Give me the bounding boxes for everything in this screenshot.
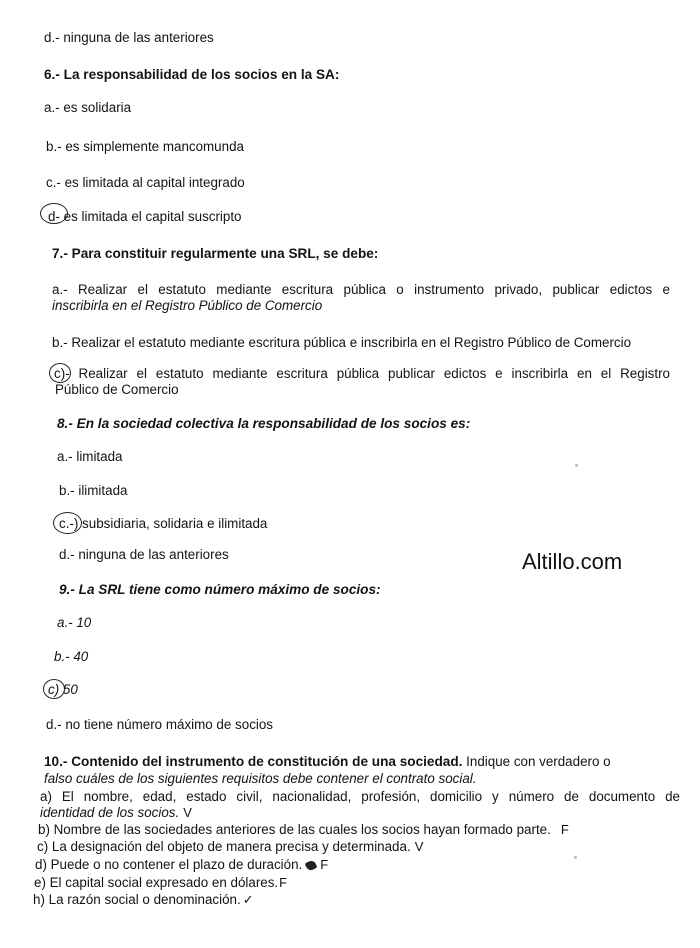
answer-mark: ✓ (242, 892, 254, 907)
q6-option-c: c.- es limitada al capital integrado (46, 175, 245, 190)
q6-option-d: d- es limitada el capital suscripto (48, 209, 242, 224)
q9-title: 9.- La SRL tiene como número máximo de socios: (59, 582, 381, 597)
q10-item-e: e) El capital social expresado en dólares.F (34, 875, 288, 890)
q10-item-b: b) Nombre de las sociedades anteriores de las cuales los socios hayan formado parte. F (38, 822, 569, 837)
q7-title: 7.- Para constituir regularmente una SRL, se debe: (52, 246, 379, 261)
q9-option-a: a.- 10 (57, 615, 92, 630)
answer-mark: F (320, 857, 329, 872)
q10-item-a-line2: identidad de los socios. V (40, 805, 192, 820)
q9-option-d: d.- no tiene número máximo de socios (46, 717, 274, 732)
q8-option-a: a.- limitada (57, 449, 123, 464)
q9-option-c: c) 50 (48, 682, 78, 697)
scan-speck (575, 464, 578, 467)
answer-mark: F (279, 875, 288, 890)
scan-speck (574, 856, 577, 859)
q7-option-b: b.- Realizar el estatuto mediante escritura pública e inscribirla en el Registro Público de Comercio (52, 335, 632, 350)
q10-item-a-line1: a) El nombre, edad, estado civil, nacionalidad, profesión, domicilio y número de documento de (40, 789, 680, 804)
q7-option-a-line1: a.- Realizar el estatuto mediante escritura pública o instrumento privado, publicar edictos e (52, 282, 670, 297)
q9-option-b: b.- 40 (54, 649, 89, 664)
q8-title: 8.- En la sociedad colectiva la responsabilidad de los socios es: (57, 416, 471, 431)
q8-option-b: b.- ilimitada (59, 483, 128, 498)
watermark: Altillo.com (522, 549, 623, 574)
answer-mark: F (560, 822, 569, 837)
q6-option-a: a.- es solidaria (44, 100, 132, 115)
q10-item-d: d) Puede o no contener el plazo de duración. F (35, 857, 329, 872)
q6-option-b: b.- es simplemente mancomunda (46, 139, 244, 154)
q7-option-c-line1: c)- Realizar el estatuto mediante escritura pública publicar edictos e inscribirla en el Registro (54, 366, 670, 381)
answer-mark: V (183, 805, 192, 820)
q10-item-h: h) La razón social o denominación. ✓ (33, 892, 254, 907)
q6-title: 6.- La responsabilidad de los socios en la SA: (44, 67, 340, 82)
answer-mark: V (414, 839, 424, 854)
q8-option-d: d.- ninguna de las anteriores (59, 547, 229, 562)
q10-item-c: c) La designación del objeto de manera precisa y determinada. V (37, 839, 424, 854)
q10-intro-line1 (44, 754, 680, 770)
q10-intro-rest: Indique con verdadero o (466, 754, 611, 769)
q7-option-a-line2: inscribirla en el Registro Público de Comercio (52, 298, 323, 313)
pencil-scribble-icon (305, 859, 318, 871)
q7-option-c-line2: Público de Comercio (55, 382, 179, 397)
q5-option-d: d.- ninguna de las anteriores (44, 30, 214, 45)
q10-intro-line2: falso cuáles de los siguientes requisitos debe contener el contrato social. (44, 771, 477, 786)
q8-option-c: c.-) subsidiaria, solidaria e ilimitada (59, 516, 268, 531)
q10-title: 10.- Contenido del instrumento de constitución de una sociedad. (44, 754, 463, 769)
